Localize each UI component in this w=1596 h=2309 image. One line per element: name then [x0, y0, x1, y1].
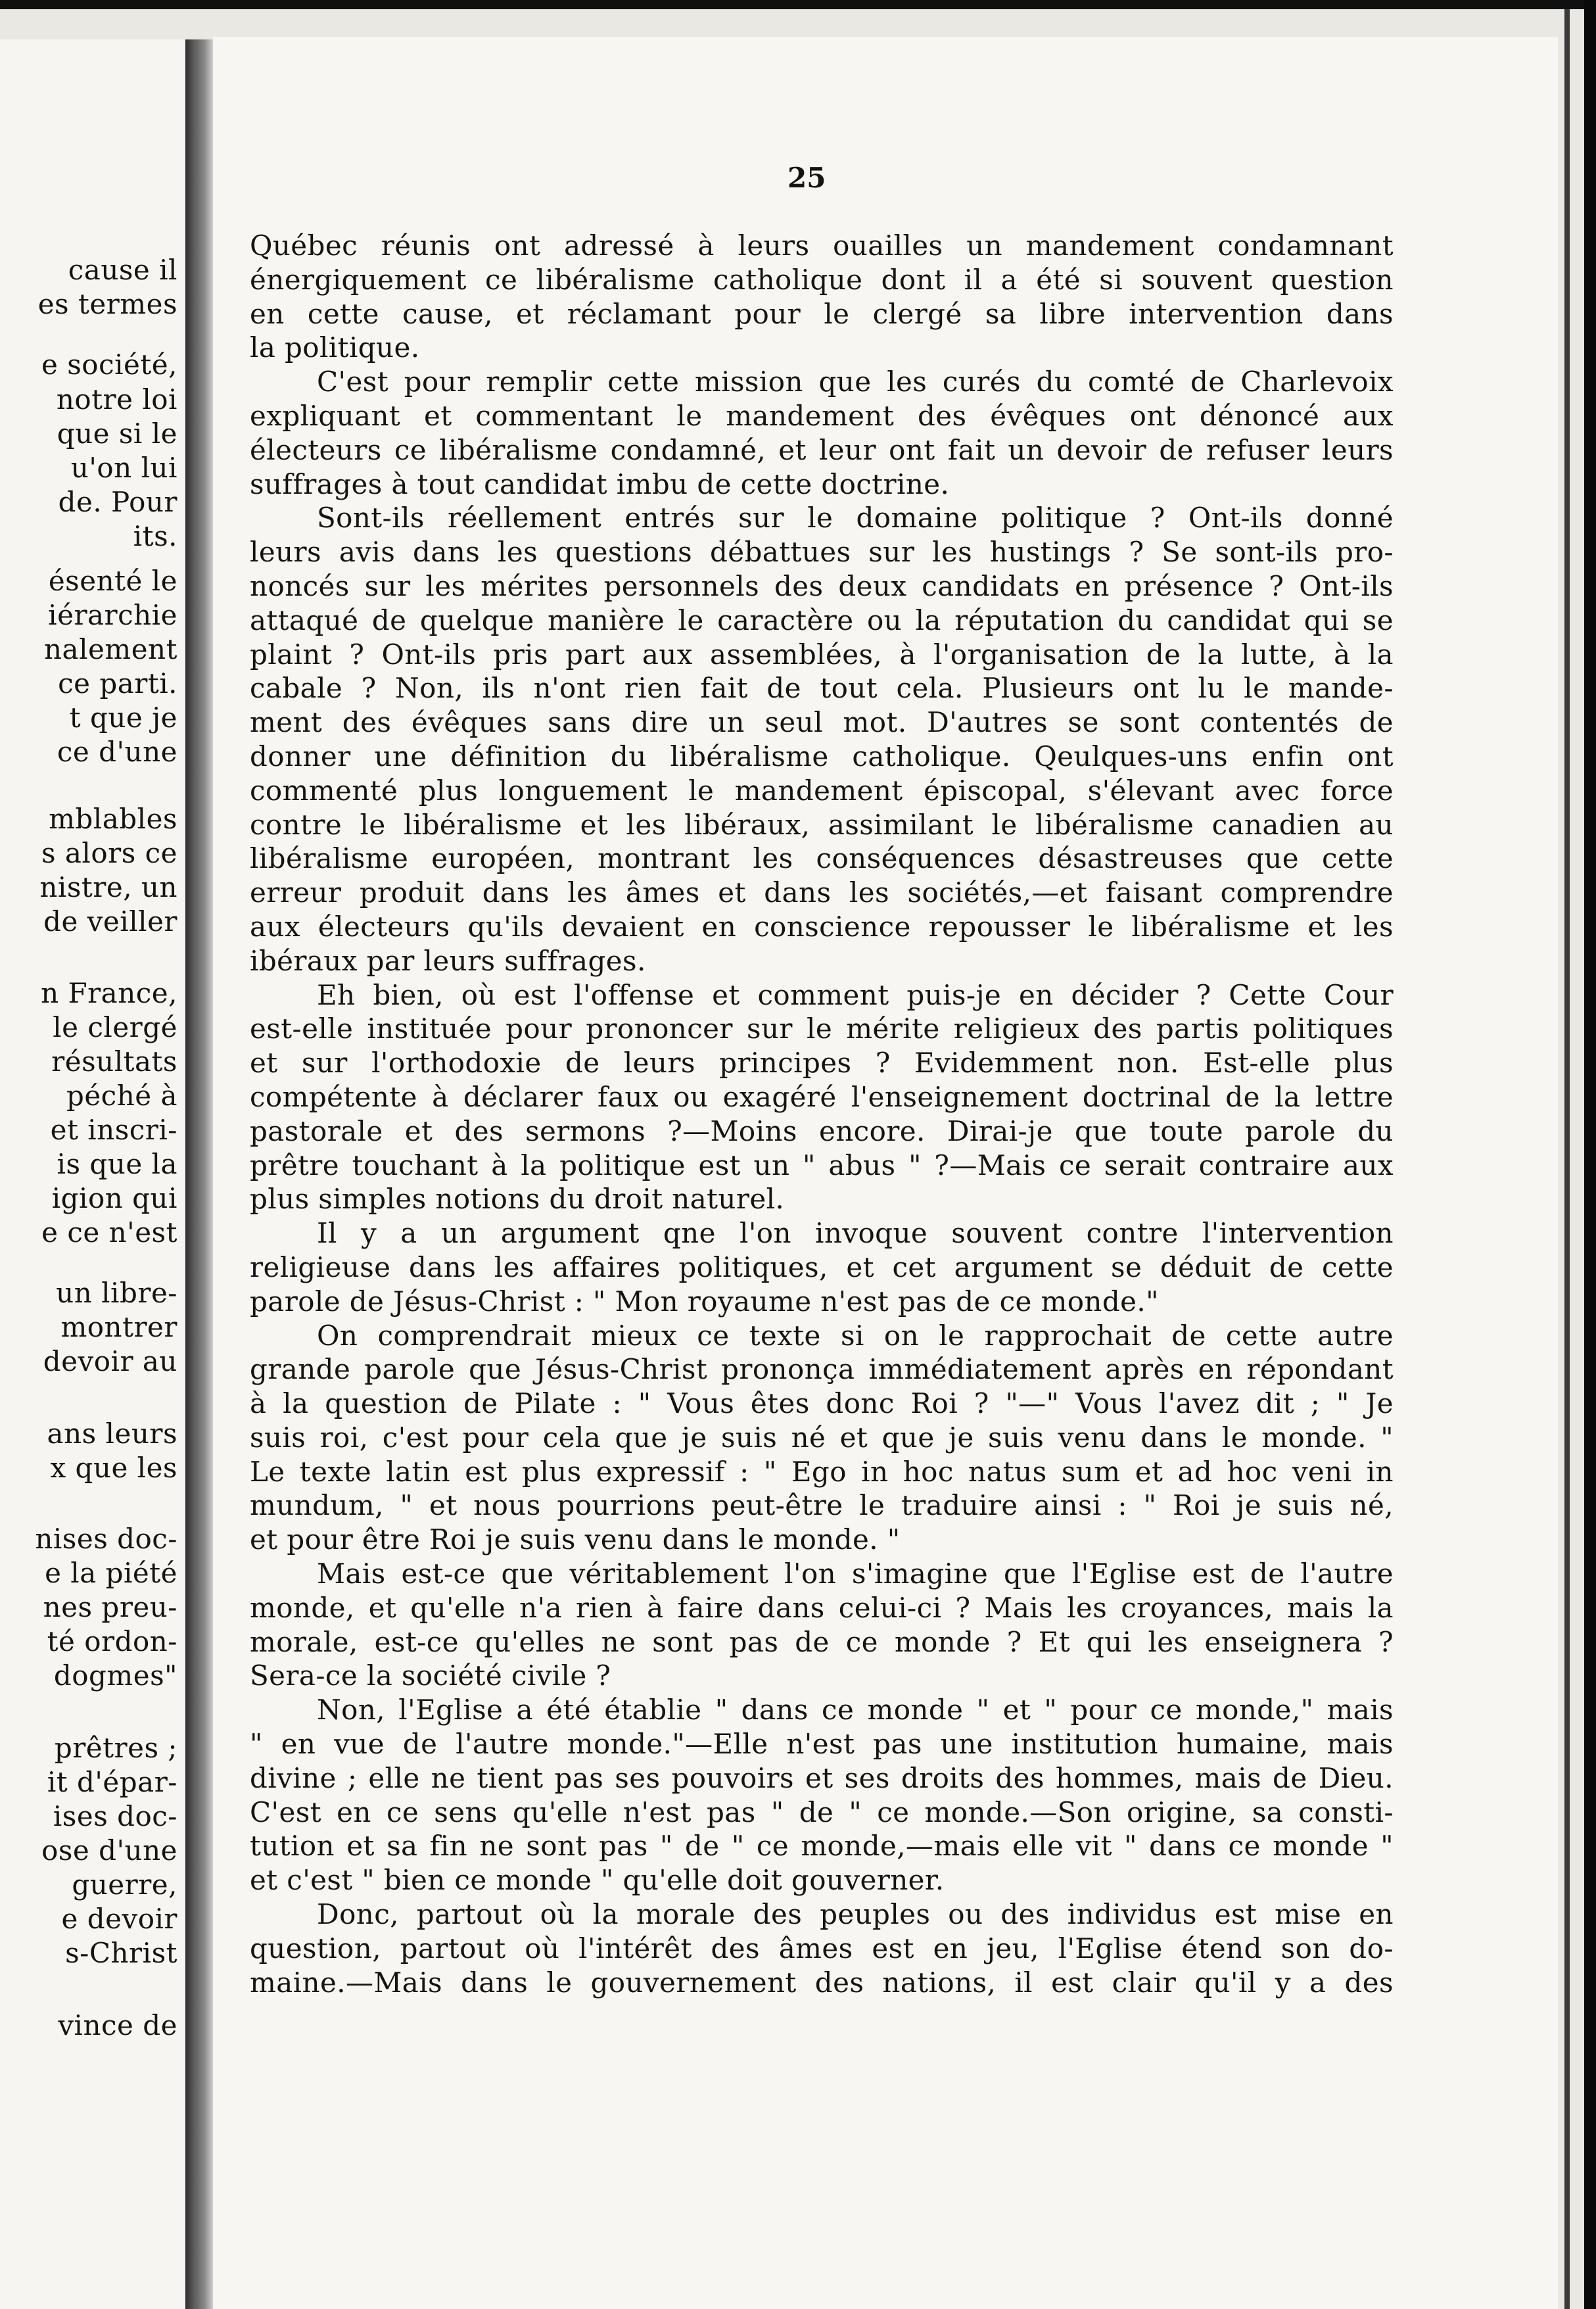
text-line: expliquant et commentant le mandement des évêques ont dénoncé aux [250, 399, 1394, 432]
left-line: ce d'une [57, 736, 177, 768]
left-line: nises doc- [35, 1523, 177, 1555]
text-line: Non, l'Eglise a été établie " dans ce monde " et " pour ce monde," mais [317, 1694, 1394, 1726]
text-line: Le texte latin est plus expressif : " Ego in hoc natus sum et ad hoc veni in [250, 1455, 1394, 1488]
left-line: t que je [69, 702, 177, 734]
text-line: Donc, partout où la morale des peuples ou des individus est mise en [317, 1898, 1394, 1931]
left-line: e la piété [45, 1557, 177, 1589]
left-line: vince de [58, 2009, 177, 2041]
left-line: s alors ce [41, 837, 177, 869]
text-line: maine.—Mais dans le gouvernement des nations, il est clair qu'il y a des [250, 1966, 1394, 1999]
text-line: donner une définition du libéralisme catholique. Qeulques-uns enfin ont [250, 740, 1394, 773]
text-line: suis roi, c'est pour cela que je suis né et que je suis venu dans le monde. " [250, 1421, 1394, 1454]
text-line: Il y a un argument qne l'on invoque souvent contre l'intervention [317, 1217, 1394, 1250]
text-line: mundum, " et nous pourrions peut-être le traduire ainsi : " Roi je suis né, [250, 1489, 1394, 1522]
left-line: u'on lui [70, 452, 177, 484]
left-line: nes preu- [43, 1591, 177, 1623]
text-line: morale, est-ce qu'elles ne sont pas de ce monde ? Et qui les enseignera ? [250, 1625, 1394, 1658]
text-line: et pour être Roi je suis venu dans le monde. " [250, 1523, 901, 1556]
left-line: e société, [41, 348, 177, 381]
left-line: de veiller [43, 905, 177, 938]
text-line: erreur produit dans les âmes et dans les sociétés,—et faisant comprendre [250, 876, 1394, 909]
body-text [250, 229, 1394, 1999]
left-line: x que les [50, 1452, 177, 1484]
left-line: nistre, un [39, 871, 177, 903]
left-line: et inscri- [50, 1114, 177, 1146]
left-line: nalement [44, 633, 177, 665]
left-line: que si le [57, 417, 177, 450]
text-line: monde, et qu'elle n'a rien à faire dans celui-ci ? Mais les croyances, mais la [250, 1591, 1394, 1624]
left-line: guerre, [72, 1869, 177, 1901]
text-line: cabale ? Non, ils n'ont rien fait de tout cela. Plusieurs ont lu le mande- [250, 672, 1394, 705]
text-line: commenté plus longuement le mandement épiscopal, s'élevant avec force [250, 774, 1394, 807]
left-line: té ordon- [47, 1625, 177, 1657]
text-line: On comprendrait mieux ce texte si on le rapprochait de cette autre [317, 1319, 1394, 1352]
left-line: is que la [57, 1148, 177, 1180]
left-line: péché à [66, 1080, 177, 1112]
text-line: contre le libéralisme et les libéraux, assimilant le libéralisme canadien au [250, 808, 1394, 841]
text-line: " en vue de l'autre monde."—Elle n'est pas une institution humaine, mais [250, 1728, 1394, 1761]
text-line: énergiquement ce libéralisme catholique dont il a été si souvent question [250, 263, 1394, 296]
left-line: n France, [41, 977, 177, 1009]
left-line: un libre- [56, 1277, 177, 1309]
left-line: ésenté le [48, 565, 177, 597]
text-line: C'est en ce sens qu'elle n'est pas " de " ce monde.—Son origine, sa consti- [250, 1796, 1394, 1828]
left-line: its. [133, 520, 177, 552]
text-line: leurs avis dans les questions débattues sur les hustings ? Se sont-ils pro- [250, 536, 1394, 569]
left-line: le clergé [53, 1011, 177, 1043]
text-line: plaint ? Ont-ils pris part aux assemblées, à l'organisation de la lutte, à la [250, 638, 1394, 671]
text-line: divine ; elle ne tient pas ses pouvoirs et ses droits des hommes, mais de Dieu. [250, 1761, 1394, 1794]
text-line: parole de Jésus-Christ : " Mon royaume n'est pas de ce monde." [250, 1285, 1159, 1318]
text-line: ibéraux par leurs suffrages. [250, 944, 646, 977]
left-line: e devoir [61, 1903, 177, 1935]
text-line: Québec réunis ont adressé à leurs ouailles un mandement condamnant [250, 229, 1394, 262]
text-line: Sont-ils réellement entrés sur le domaine politique ? Ont-ils donné [317, 502, 1394, 535]
left-line: s-Christ [65, 1937, 177, 1969]
left-line: devoir au [43, 1345, 177, 1377]
scan-top-border [0, 0, 1596, 9]
left-line: iérarchie [48, 599, 177, 631]
left-line: e ce n'est [41, 1216, 177, 1249]
text-line: plus simples notions du droit naturel. [250, 1183, 785, 1216]
text-line: noncés sur les mérites personnels des deux candidats en présence ? Ont-ils [250, 569, 1394, 602]
left-line: ose d'une [41, 1834, 177, 1867]
text-line: en cette cause, et réclamant pour le clergé sa libre intervention dans [250, 297, 1394, 330]
text-line: tution et sa fin ne sont pas " de " ce monde,—mais elle vit " dans ce monde " [250, 1830, 1394, 1863]
left-line: notre loi [56, 383, 177, 416]
left-page [0, 39, 185, 2309]
text-line: libéralisme européen, montrant les conséquences désastreuses que cette [250, 842, 1394, 875]
text-line: question, partout où l'intérêt des âmes est en jeu, l'Eglise étend son do- [250, 1932, 1394, 1964]
left-line: prêtres ; [54, 1732, 177, 1764]
page-number: 25 [787, 162, 826, 194]
text-line: suffrages à tout candidat imbu de cette doctrine. [250, 467, 950, 500]
text-line: et c'est " bien ce monde " qu'elle doit gouverner. [250, 1864, 945, 1897]
left-line: it d'épar- [47, 1766, 177, 1798]
left-line: montrer [60, 1311, 177, 1343]
text-line: compétente à déclarer faux ou exagéré l'enseignement doctrinal de la lettre [250, 1080, 1394, 1113]
text-line: grande parole que Jésus-Christ prononça immédiatement après en répondant [250, 1353, 1394, 1386]
text-line: Sera-ce la société civile ? [250, 1659, 611, 1692]
text-line: C'est pour remplir cette mission que les curés du comté de Charlevoix [317, 366, 1394, 398]
text-line: ment des évêques sans dire un seul mot. D'autres se sont contentés de [250, 706, 1394, 739]
text-line: et sur l'orthodoxie de leurs principes ? Evidemment non. Est-elle plus [250, 1047, 1394, 1080]
left-line: mblables [49, 803, 177, 835]
text-line: la politique. [250, 331, 420, 364]
left-line: résultats [51, 1045, 177, 1078]
left-line: dogmes" [53, 1659, 177, 1692]
book-gutter [185, 39, 213, 2309]
left-line: de. Pour [58, 486, 177, 518]
text-line: Eh bien, où est l'offense et comment puis-je en décider ? Cette Cour [317, 978, 1394, 1011]
left-line: es termes [37, 288, 177, 320]
left-line: igion qui [51, 1182, 177, 1214]
text-line: attaqué de quelque manière le caractère ou la réputation du candidat qui se [250, 604, 1394, 636]
scan-right-border [1584, 0, 1596, 2309]
left-line: cause il [68, 254, 177, 286]
text-line: aux électeurs qu'ils devaient en conscience repousser le libéralisme et les [250, 910, 1394, 943]
text-line: prêtre touchant à la politique est un " abus " ?—Mais ce serait contraire aux [250, 1149, 1394, 1181]
left-line: ans leurs [47, 1417, 177, 1450]
text-line: à la question de Pilate : " Vous êtes donc Roi ? "—" Vous l'avez dit ; " Je [250, 1387, 1394, 1420]
left-line: ises doc- [53, 1800, 177, 1832]
text-line: Mais est-ce que véritablement l'on s'imagine que l'Eglise est de l'autre [317, 1558, 1394, 1590]
text-line: électeurs ce libéralisme condamné, et leur ont fait un devoir de refuser leurs [250, 433, 1394, 466]
text-line: est-elle instituée pour prononcer sur le mérite religieux des partis politiques [250, 1012, 1394, 1045]
left-line: ce parti. [58, 667, 177, 700]
text-line: pastorale et des sermons ?—Moins encore. Dirai-je que toute parole du [250, 1114, 1394, 1147]
text-line: religieuse dans les affaires politiques, et cet argument se déduit de cette [250, 1250, 1394, 1283]
scan-right-shadow [1564, 9, 1570, 2309]
